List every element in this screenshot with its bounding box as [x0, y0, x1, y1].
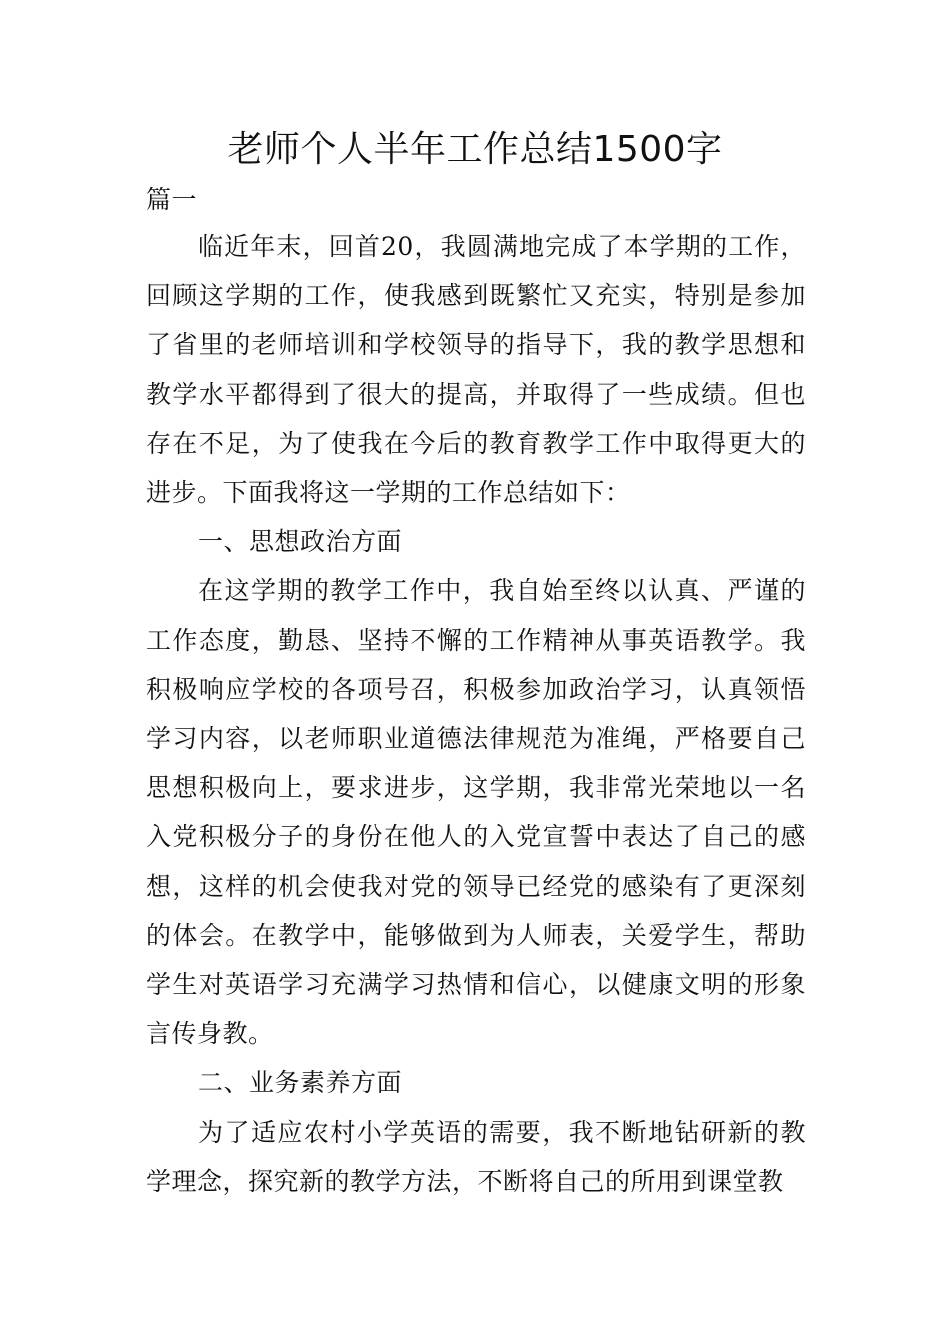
document-title: 老师个人半年工作总结1500字 — [227, 129, 723, 170]
heading-ideology-politics: 一、思想政治方面 — [198, 527, 403, 557]
section-label: 篇一 — [146, 185, 198, 214]
paragraph-intro: 临近年末，回首20，我圆满地完成了本学期的工作，回顾这学期的工作，使我感到既繁忙又充实，特别是参加了省里的老师培训和学校领导的指导下，我的教学思想和教学水平都得到了很大的提高，并取得了一些成绩。但也存在不足，为了使我在今后的教育教学工作中取得更大的进步。下面我将这一学期的工作总结如下： — [146, 232, 806, 508]
document-body — [146, 222, 806, 1206]
paragraph-ideology-politics: 在这学期的教学工作中，我自始至终以认真、严谨的工作态度，勤恳、坚持不懈的工作精神从事英语教学。我积极响应学校的各项号召，积极参加政治学习，认真领悟学习内容，以老师职业道德法律规范为准绳，严格要自己思想积极向上，要求进步，这学期，我非常光荣地以一名入党积极分子的身份在他人的入党宣誓中表达了自己的感想，这样的机会使我对党的领导已经党的感染有了更深刻的体会。在教学中，能够做到为人师表，关爱学生，帮助学生对英语学习充满学习热情和信心，以健康文明的形象言传身教。 — [146, 576, 806, 1049]
paragraph-professional-quality: 为了适应农村小学英语的需要，我不断地钻研新的教学理念，探究新的教学方法，不断将自己的所用到课堂教 — [146, 1117, 806, 1196]
heading-professional-quality: 二、业务素养方面 — [198, 1068, 403, 1098]
